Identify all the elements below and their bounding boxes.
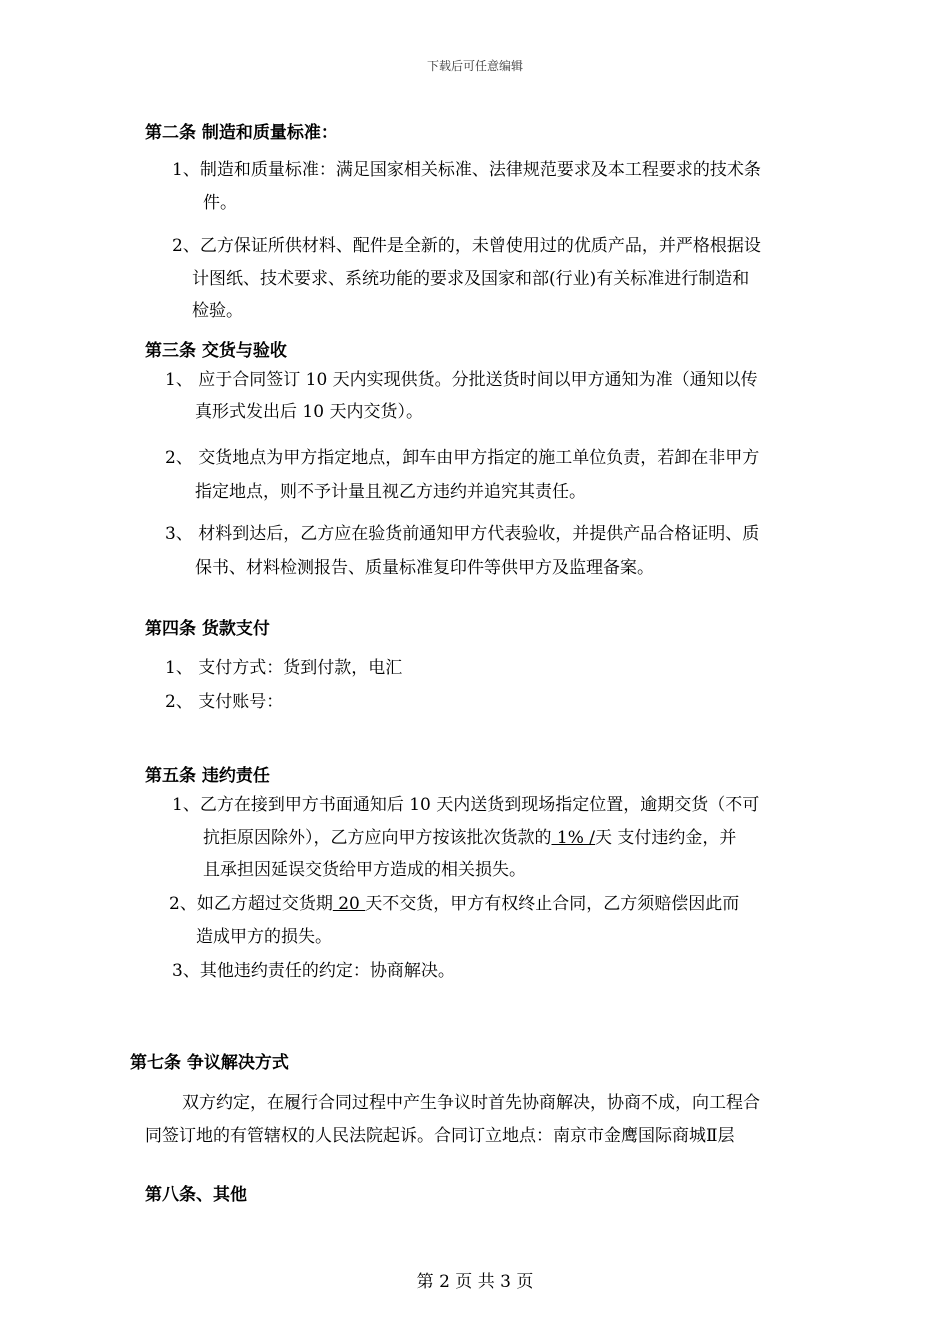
s5-item-2-text-a: 2、如乙方超过交货期 [169, 894, 333, 914]
penalty-rate-blank: 1% / [551, 828, 596, 848]
section-5-title: 第五条 违约责任 [145, 766, 270, 786]
s4-item-2: 2、 支付账号： [165, 692, 284, 712]
s2-item-2-line-1: 2、乙方保证所供材料、配件是全新的，未曾使用过的优质产品，并严格根据设 [172, 236, 761, 256]
s2-item-1-line-1: 1、制造和质量标准：满足国家相关标准、法律规范要求及本工程要求的技术条 [172, 160, 761, 180]
s3-item-2-line-1: 2、 交货地点为甲方指定地点，卸车由甲方指定的施工单位负责，若卸在非甲方 [165, 448, 760, 468]
s5-item-1-line-1: 1、乙方在接到甲方书面通知后 10 天内送货到现场指定位置，逾期交货（不可 [172, 795, 760, 815]
s3-item-3-line-1: 3、 材料到达后，乙方应在验货前通知甲方代表验收，并提供产品合格证明、质 [165, 524, 760, 544]
s2-item-2-line-3: 检验。 [192, 301, 243, 321]
s2-item-2-line-2: 计图纸、技术要求、系统功能的要求及国家和部(行业)有关标准进行制造和 [192, 269, 750, 289]
section-4-title: 第四条 货款支付 [145, 619, 270, 639]
s3-item-2-line-2: 指定地点，则不予计量且视乙方违约并追究其责任。 [195, 482, 586, 502]
section-8-title: 第八条、其他 [145, 1185, 247, 1205]
page-header: 下载后可任意编辑 [426, 59, 523, 73]
s3-item-1-line-2: 真形式发出后 10 天内交货）。 [195, 402, 423, 422]
s5-item-2-line-1 [169, 894, 739, 914]
s3-item-3-line-2: 保书、材料检测报告、质量标准复印件等供甲方及监理备案。 [195, 558, 654, 578]
s7-para-line-2: 同签订地的有管辖权的人民法院起诉。合同订立地点：南京市金鹰国际商城Ⅱ层 [145, 1126, 735, 1146]
s5-item-3: 3、其他违约责任的约定：协商解决。 [172, 961, 455, 981]
section-3-title: 第三条 交货与验收 [145, 341, 287, 361]
s3-item-1-line-1: 1、 应于合同签订 10 天内实现供货。分批送货时间以甲方通知为准（通知以传 [165, 370, 758, 390]
s5-item-1-text-a: 抗拒原因除外），乙方应向甲方按该批次货款的 [203, 828, 552, 848]
s5-item-1-line-3: 且承担因延误交货给甲方造成的相关损失。 [203, 860, 526, 880]
s5-item-1-line-2 [203, 828, 736, 848]
delay-days-blank: 20 [332, 894, 366, 914]
s4-item-1: 1、 支付方式：货到付款，电汇 [165, 658, 403, 678]
s5-item-2-line-2: 造成甲方的损失。 [196, 927, 332, 947]
s5-item-1-text-b: 天 支付违约金，并 [595, 828, 737, 848]
section-7-title: 第七条 争议解决方式 [130, 1053, 289, 1073]
s2-item-1-line-2: 件。 [203, 193, 237, 213]
s7-para-line-1: 双方约定，在履行合同过程中产生争议时首先协商解决，协商不成，向工程合 [182, 1093, 760, 1113]
section-2-title: 第二条 制造和质量标准： [145, 123, 338, 143]
s5-item-2-text-b: 天不交货，甲方有权终止合同，乙方须赔偿因此而 [365, 894, 740, 914]
page-footer: 第 2 页 共 3 页 [416, 1272, 534, 1292]
